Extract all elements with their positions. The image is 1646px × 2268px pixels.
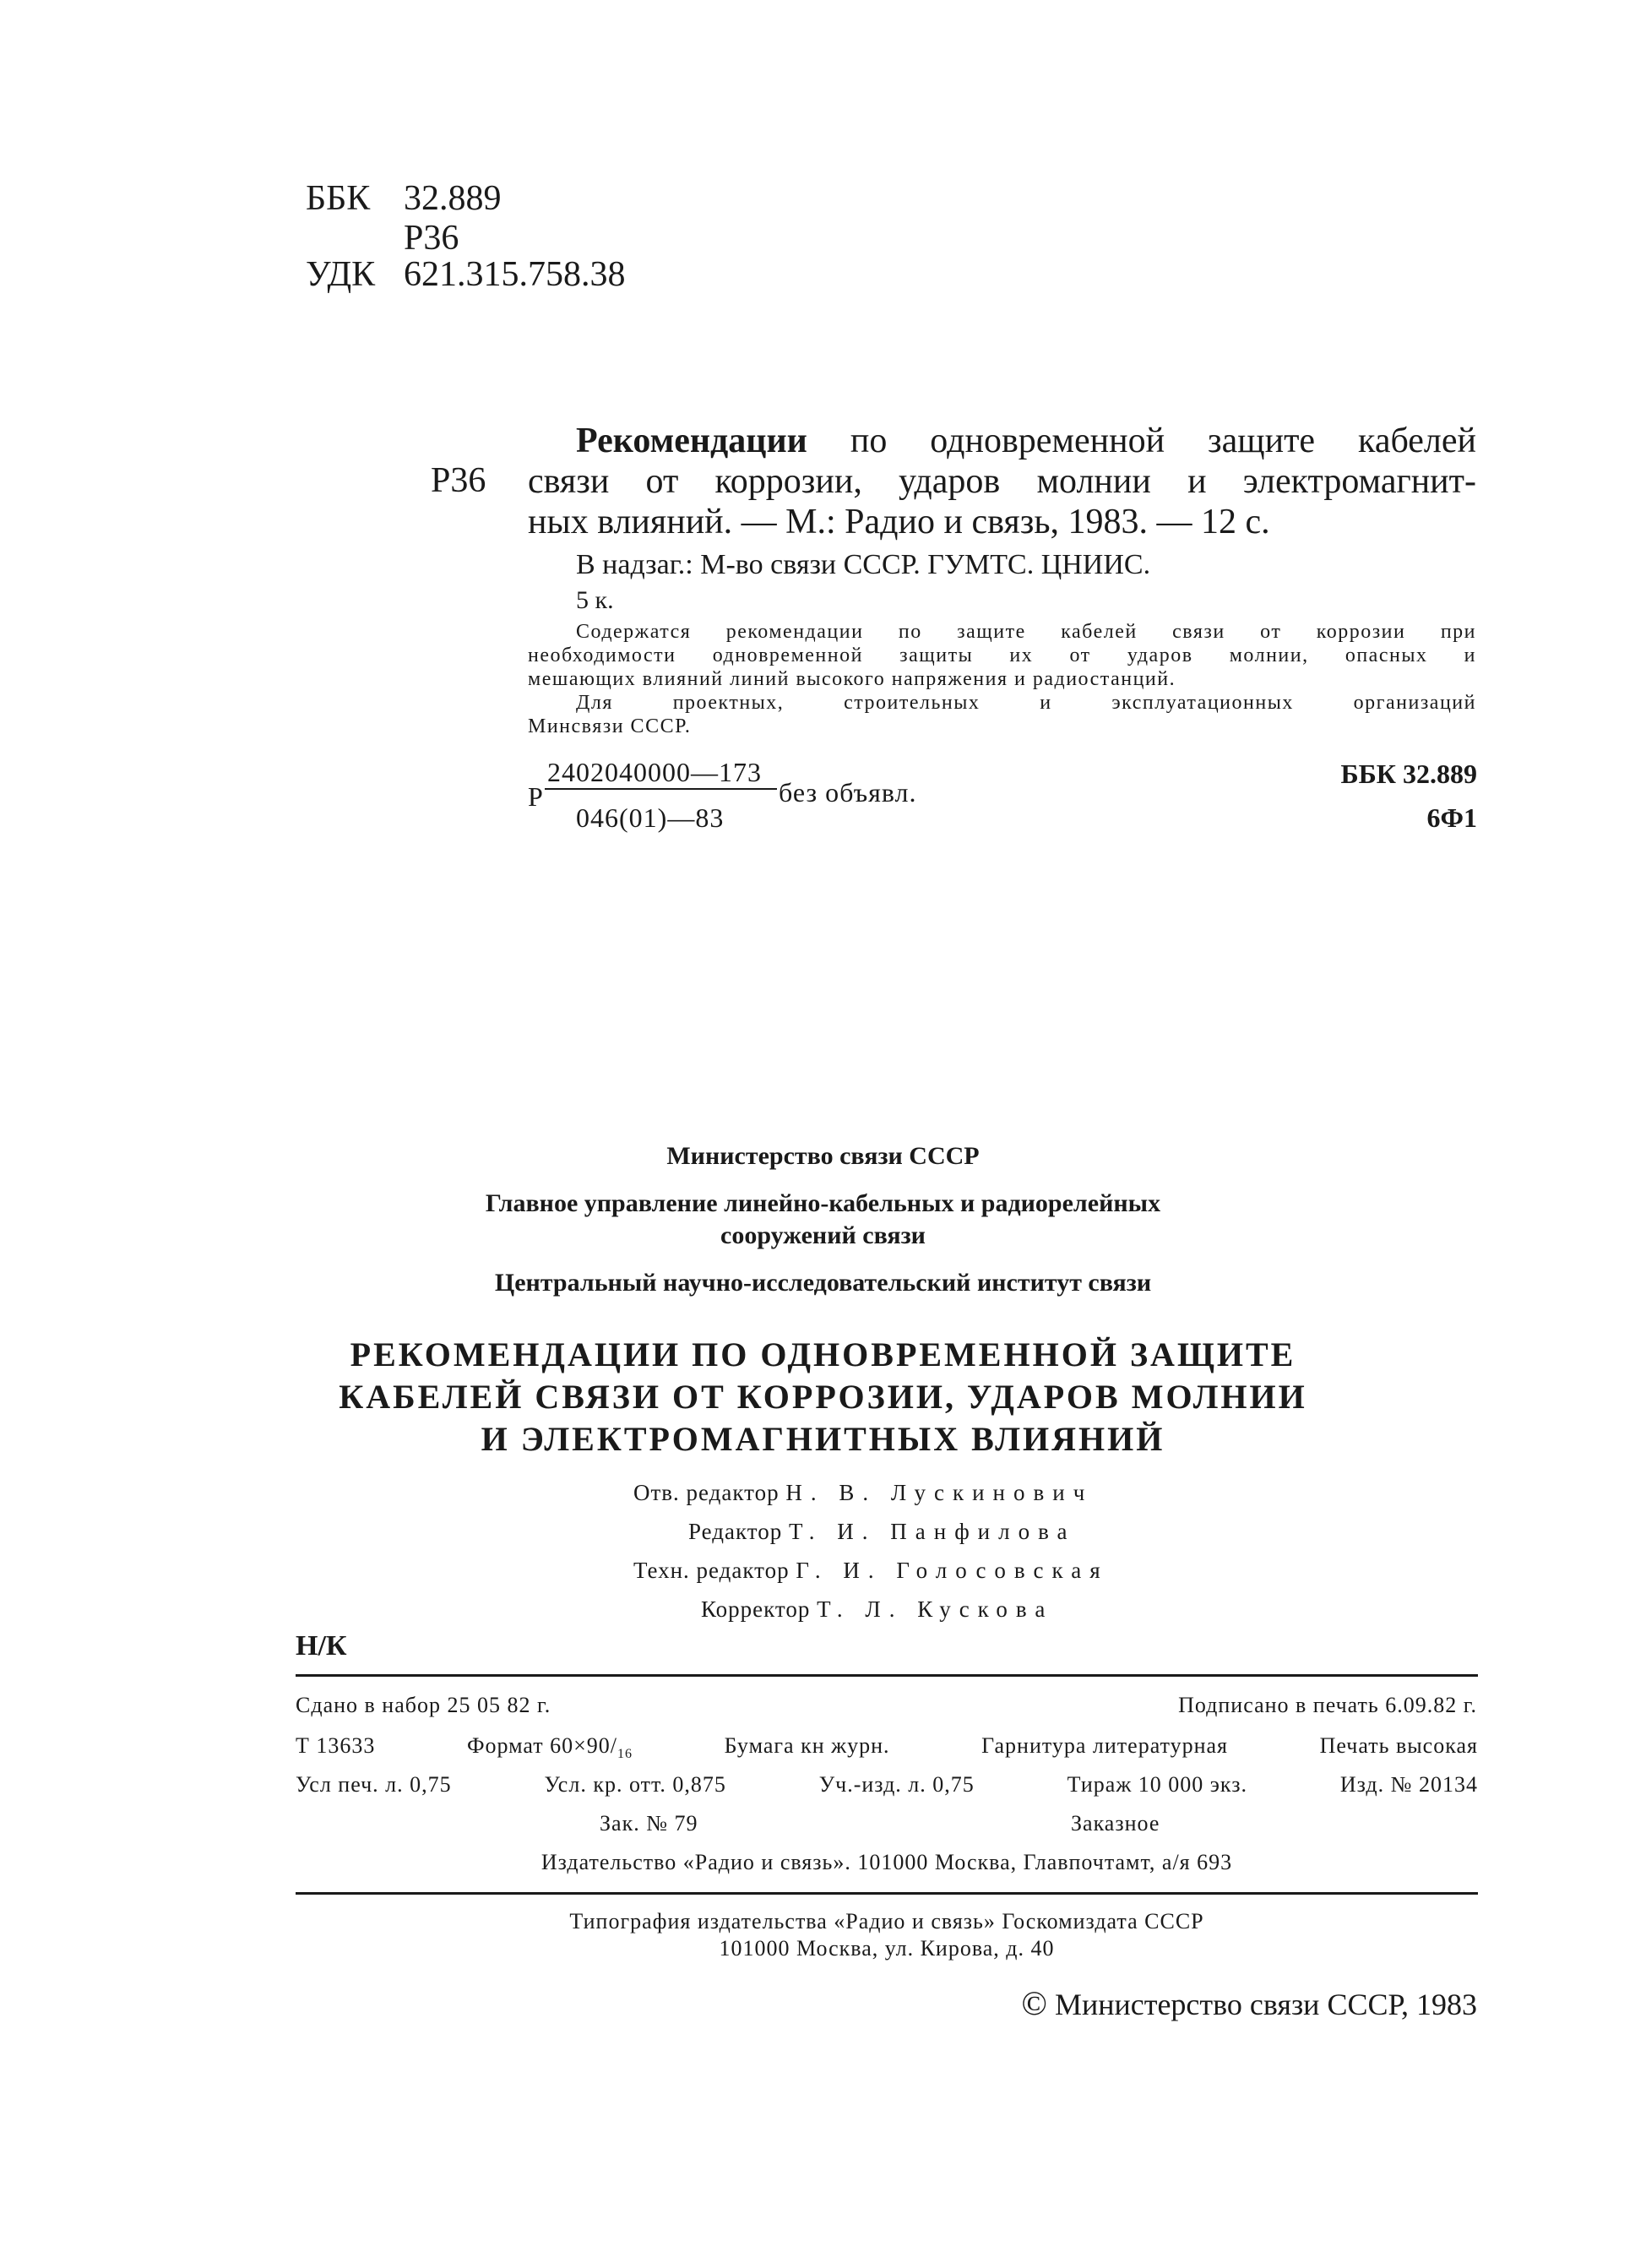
main-title-line1: РЕКОМЕНДАЦИИ ПО ОДНОВРЕМЕННОЙ ЗАЩИТЕ (350, 1335, 1296, 1373)
bbk-label: ББК (306, 179, 371, 218)
staff-line: Корректор Т. Л. Кускова (701, 1596, 1054, 1622)
copyright-icon: © (1021, 1984, 1047, 2022)
record-title-bold: Рекомендации (576, 422, 807, 460)
abstract-line3: мешающих влияний линий высокого напряжения и радиостанций. (528, 668, 1176, 690)
audience-line2: Минсвязи СССР. (528, 715, 692, 737)
imprint-signed: Подписано в печать 6.09.82 г. (1178, 1693, 1477, 1717)
audience-line1: Для проектных, строительных и эксплуатационных организаций (576, 692, 1476, 714)
bbk-value: 32.889 (404, 179, 502, 218)
code-fraction-bar (545, 788, 777, 790)
directorate-line1: Главное управление линейно-кабельных и радиорелейных (485, 1189, 1161, 1217)
abstract-line2: необходимости одновременной защиты их от ударов молнии, опасных и (528, 645, 1476, 666)
nk-mark: Н/К (296, 1630, 347, 1662)
imprint-bottom-rule (296, 1892, 1478, 1895)
udk-value: 621.315.758.38 (404, 255, 626, 294)
institute-name: Центральный научно-исследовательский институт связи (494, 1269, 1152, 1297)
bbk-right: ББК 32.889 (1340, 759, 1477, 789)
printer-line2: 101000 Москва, ул. Кирова, д. 40 (719, 1936, 1055, 1961)
udk-label: УДК (306, 255, 376, 294)
record-price: 5 к. (576, 586, 614, 614)
ministry-name: Министерство связи СССР (666, 1142, 980, 1170)
record-mark: Р36 (431, 461, 486, 500)
imprint-row2: Т 13633 Формат $60\times 90/_{16}$ Бумага кн журн. Гарнитура литературная Печать высокая (296, 1733, 1478, 1762)
staff-line: Редактор Т. И. Панфилова (688, 1519, 1076, 1544)
record-title-line1 (576, 421, 1476, 461)
imprint-top-rule (296, 1674, 1478, 1677)
author-mark: Р36 (404, 219, 459, 258)
abstract-line1: Содержатся рекомендации по защите кабелей связи от коррозии при (576, 621, 1476, 643)
printer-line1: Типография издательства «Радио и связь» Госкомиздата СССР (569, 1909, 1204, 1934)
record-title-rest: по одновременной защите кабелей (850, 422, 1476, 460)
record-title-line3: ных влияний. — М.: Радио и связь, 1983. — 12 с. (528, 503, 1270, 541)
code-numerator: 2402040000—173 (547, 757, 762, 787)
imprint-publisher: Издательство «Радио и связь». 101000 Москва, Главпочтамт, а/я 693 (541, 1850, 1233, 1874)
subject-code: 6Ф1 (1426, 802, 1477, 833)
record-supertitle: В надзаг.: М-во связи СССР. ГУМТС. ЦНИИС. (576, 549, 1151, 580)
code-letter: Р (528, 781, 544, 812)
imprint-row3: Усл печ. л. 0,75 Усл. кр. отт. 0,875 Уч.-изд. л. 0,75 Тираж 10 000 экз. Изд. № 20134 (296, 1772, 1478, 1797)
main-title-line3: И ЭЛЕКТРОМАГНИТНЫХ ВЛИЯНИЙ (481, 1420, 1165, 1458)
main-title-line2: КАБЕЛЕЙ СВЯЗИ ОТ КОРРОЗИИ, УДАРОВ МОЛНИИ (339, 1378, 1307, 1416)
code-note: без объявл. (779, 777, 917, 808)
imprint-submitted: Сдано в набор 25 05 82 г. (296, 1693, 551, 1717)
imprint-order-type: Заказное (1071, 1811, 1160, 1836)
code-denominator: 046(01)—83 (576, 802, 725, 833)
record-title-line2: связи от коррозии, ударов молнии и электромагнит- (528, 462, 1476, 501)
directorate-line2: сооружений связи (720, 1221, 926, 1249)
copyright-line: © Министерство связи СССР, 1983 (1021, 1984, 1477, 2022)
imprint-order: Зак. № 79 (600, 1811, 698, 1836)
staff-line: Отв. редактор Н. В. Лускинович (633, 1480, 1094, 1505)
staff-line: Техн. редактор Г. И. Голосовская (633, 1558, 1109, 1583)
